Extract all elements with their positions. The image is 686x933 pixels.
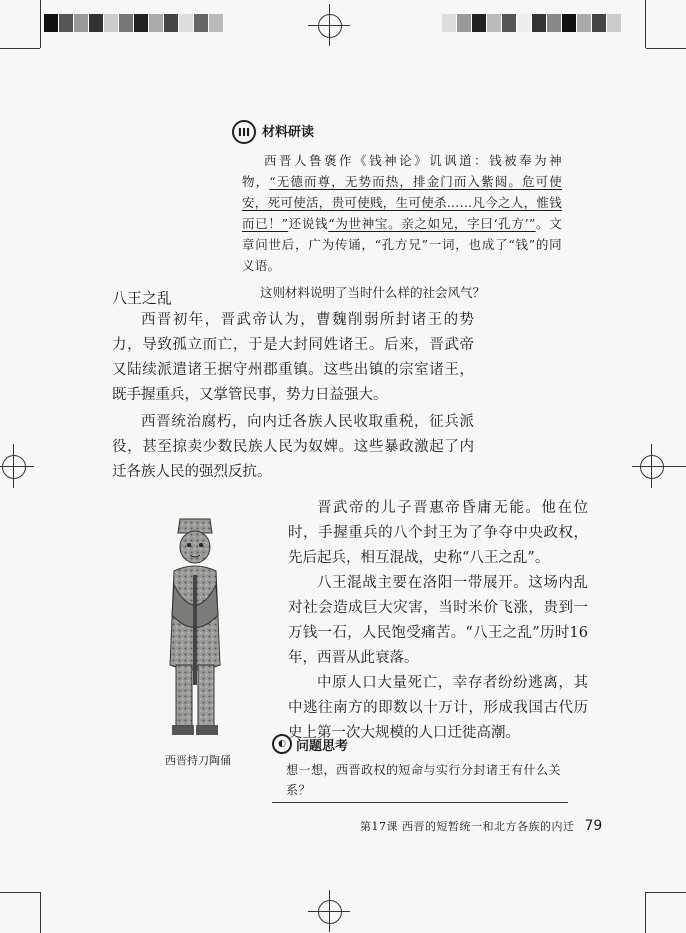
paragraph: 西晋统治腐朽，向内迁各族人民收取重税，征兵派役，甚至掠卖少数民族人民为奴婢。这些暴政激起了内迁各族人民的强烈反抗。 — [112, 414, 474, 480]
question-thinking-box — [272, 734, 568, 803]
paragraph: 八王混战主要在洛阳一带展开。这场内乱对社会造成巨大灾害，当时米价飞涨，贵到一万钱一石，人民饱受痛苦。“八王之乱”历时16年，西晋从此衰落。 — [288, 575, 588, 666]
section-title: 八王之乱 — [112, 289, 173, 307]
divider — [272, 802, 568, 803]
paragraph: 晋武帝的儿子晋惠帝昏庸无能。他在位时，手握重兵的八个封王为了争夺中央政权，先后起兵，相互混战，史称“八王之乱”。 — [288, 500, 588, 566]
material-title: 材料研读 — [262, 124, 315, 140]
paragraph: 西晋初年，晋武帝认为，曹魏削弱所封诸王的势力，导致孤立而亡，于是大封同姓诸王。后来，晋武帝又陆续派遣诸王据守州郡重镇。这些出镇的宗室诸王，既手握重兵，又掌管民事，势力日益强大。 — [112, 312, 474, 403]
material-reading-box — [232, 120, 562, 303]
figurine-illustration — [160, 515, 230, 745]
figure-caption: 西晋持刀陶俑 — [165, 754, 231, 767]
material-quote-2: “为世神宝。亲之如兄，字曰‘孔方’” — [328, 216, 536, 231]
material-question: 这则材料说明了当时什么样的社会风气？ — [260, 285, 486, 300]
material-header — [232, 120, 562, 144]
pottery-figurine-image — [160, 515, 230, 745]
material-quote: “无德而尊，无势而热，排金门而入紫闼。危可使安，死可使活，贵可使贱，生可使杀……凡今之人，惟钱而已！” — [242, 174, 563, 231]
material-text-before: 西晋人鲁褒作《钱神论》讥讽道：钱被奉为神物， — [242, 153, 562, 189]
material-reading-icon: III — [232, 120, 256, 144]
material-text — [242, 150, 562, 276]
page-number: 79 — [584, 818, 603, 834]
main-text — [112, 308, 474, 485]
material-text-after: 。文章问世后，广为传诵，“孔方兄”一词，也成了“钱”的同义语。 — [242, 216, 562, 273]
question-text: 想一想，西晋政权的短命与实行分封诸王有什么关系？ — [286, 763, 562, 797]
material-text-mid: 还说钱 — [288, 216, 329, 231]
right-text — [288, 496, 588, 746]
lesson-title: 第17课 西晋的短暂统一和北方各族的内迁 — [360, 820, 575, 833]
question-header — [272, 734, 568, 754]
page-footer — [360, 818, 602, 834]
question-title: 问题思考 — [296, 738, 349, 754]
paragraph: 中原人口大量死亡，幸存者纷纷逃离，其中逃往南方的即数以十万计，形成我国古代历史上第一次大规模的人口迁徙高潮。 — [288, 675, 588, 741]
thinking-icon: ◐ — [272, 734, 292, 754]
